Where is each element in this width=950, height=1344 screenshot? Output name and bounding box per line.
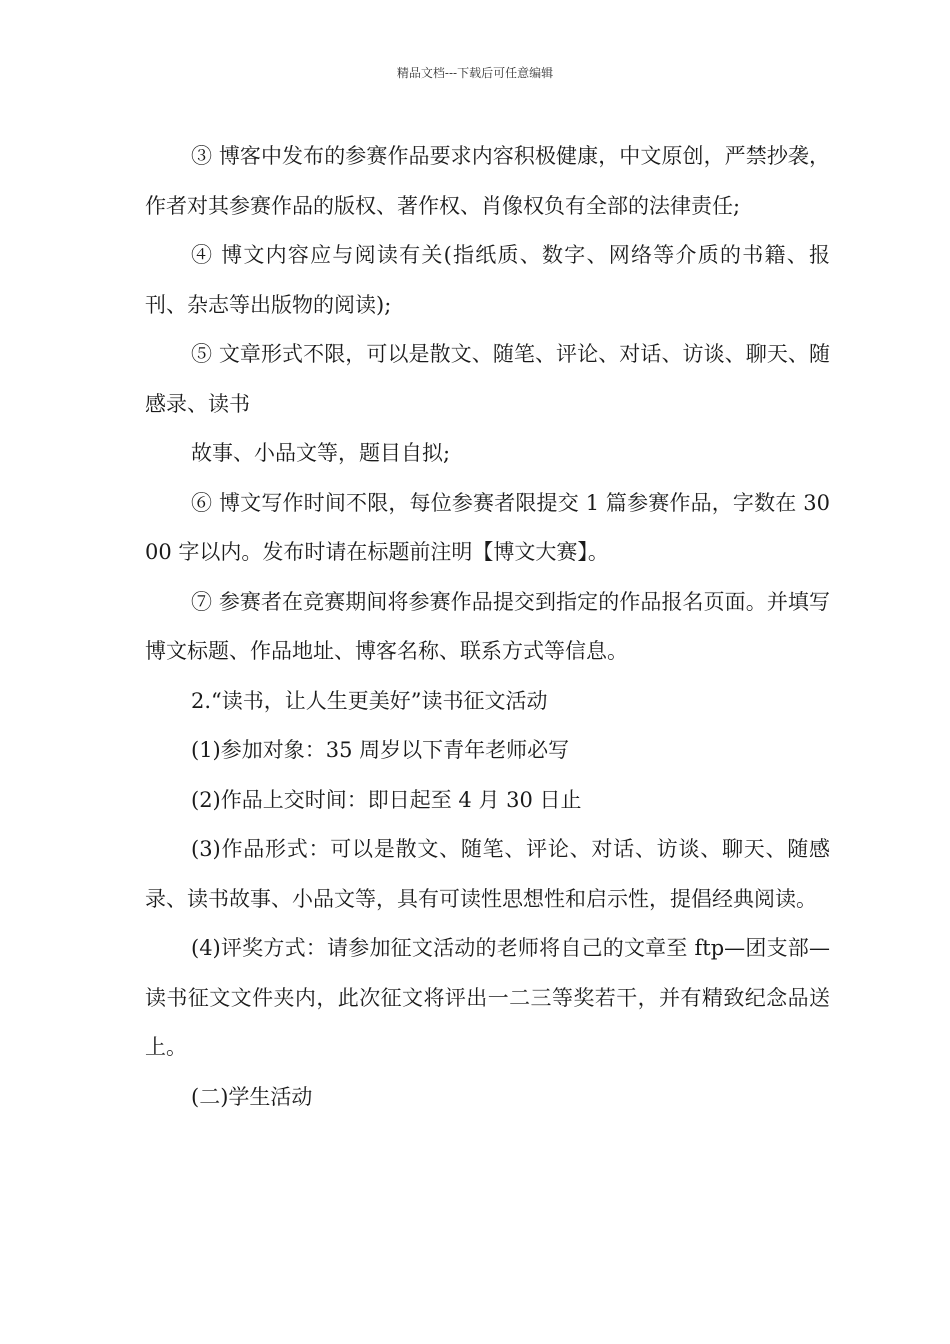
section-heading-student-activities: (二)学生活动 (191, 1084, 313, 1109)
paragraph-item-6-length: ⑥ 博文写作时间不限，每位参赛者限提交 1 篇参赛作品，字数在 3000 字以内。发布时请在标题前注明【博文大赛】。 (145, 490, 830, 564)
paragraph-item-5-continued: 故事、小品文等，题目自拟; (191, 441, 451, 465)
paragraph-participants: (1)参加对象：35 周岁以下青年老师必写 (191, 738, 570, 762)
document-body (145, 132, 830, 1122)
paragraph-item-7-submission: ⑦ 参赛者在竞赛期间将参赛作品提交到指定的作品报名页面。并填写博文标题、作品地址、博客名称、联系方式等信息。 (145, 589, 830, 663)
paragraph-item-5-format: ⑤ 文章形式不限，可以是散文、随笔、评论、对话、访谈、聊天、随感录、读书 (145, 342, 830, 416)
paragraph-deadline: (2)作品上交时间：即日起至 4 月 30 日止 (191, 787, 582, 812)
paragraph-award-method: (4)评奖方式：请参加征文活动的老师将自己的文章至 ftp—团支部—读书征文文件夹内，此次征文将评出一二三等奖若干，并有精致纪念品送上。 (145, 936, 830, 1059)
paragraph-item-4-reading-topic: ④ 博文内容应与阅读有关(指纸质、数字、网络等介质的书籍、报刊、杂志等出版物的阅读); (145, 243, 830, 317)
paragraph-item-3-copyright: ③ 博客中发布的参赛作品要求内容积极健康，中文原创，严禁抄袭，作者对其参赛作品的版权、著作权、肖像权负有全部的法律责任; (145, 144, 830, 218)
page-header: 精品文档---下载后可任意编辑 (396, 66, 554, 80)
paragraph-work-format: (3)作品形式：可以是散文、随笔、评论、对话、访谈、聊天、随感录、读书故事、小品文等，具有可读性思想性和启示性，提倡经典阅读。 (145, 837, 830, 911)
section-heading-reading-essay: 2.“读书，让人生更美好”读书征文活动 (191, 688, 548, 713)
